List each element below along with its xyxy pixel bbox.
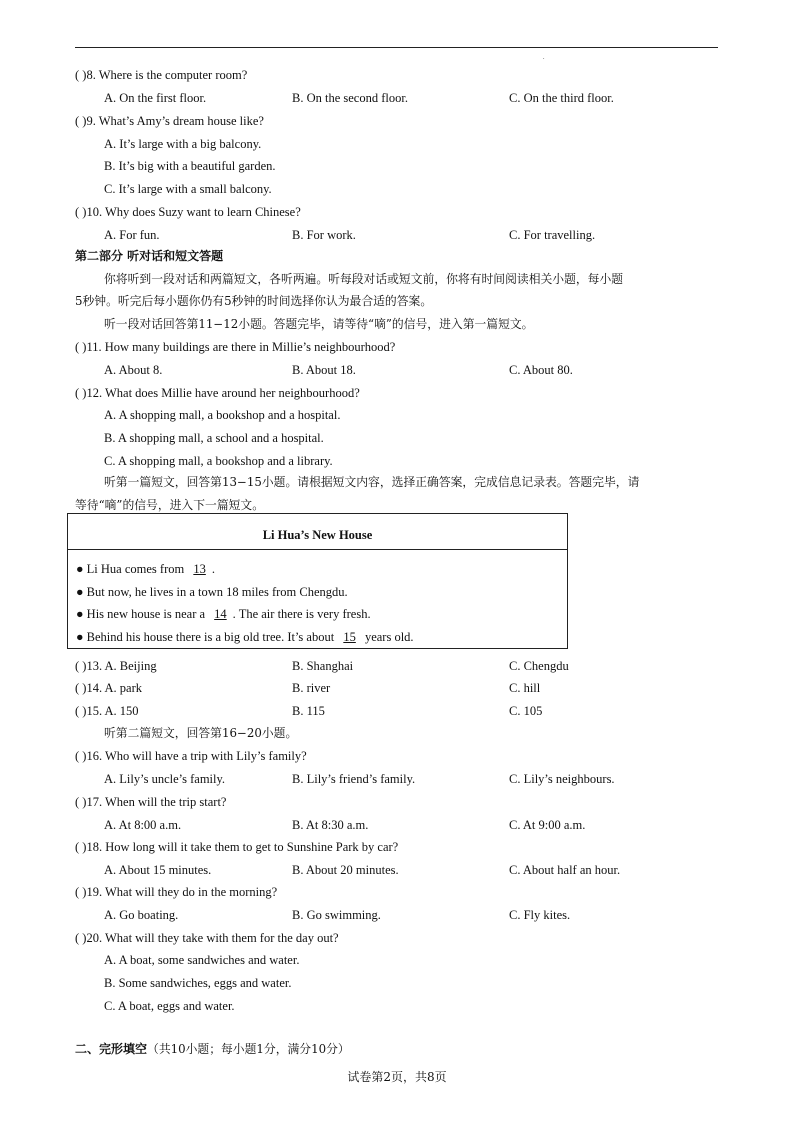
- blank-13: 13: [193, 562, 206, 576]
- q15-option-b: B. 115: [292, 704, 325, 718]
- blank-15: 15: [343, 630, 356, 644]
- q11-option-b: B. About 18.: [292, 363, 356, 377]
- table-row-4: [76, 629, 414, 645]
- q9-option-c: C. It’s large with a small balcony.: [104, 182, 272, 196]
- cloze-heading-title: 二、完形填空: [75, 1042, 148, 1056]
- part2-instruction-1: 你将听到一段对话和两篇短文，各听两遍。听每段对话或短文前，你将有时间阅读相关小题，每小题: [104, 272, 624, 286]
- q13-option-b: B. Shanghai: [292, 659, 354, 673]
- q14-option-c: C. hill: [509, 681, 541, 695]
- cloze-section-heading: [75, 1041, 350, 1057]
- q19-option-c: C. Fly kites.: [509, 908, 571, 922]
- table-row-3: [76, 606, 371, 622]
- q19-option-b: B. Go swimming.: [292, 908, 381, 922]
- q14-stem: ( )14. A. park: [75, 681, 142, 695]
- table-row-4-text: ● Behind his house there is a big old tree. It’s about: [76, 630, 338, 644]
- blank-14: 14: [214, 607, 227, 621]
- part2-instruction-2: 5秒钟。听完后每小题你仍有5秒钟的时间选择你认为最合适的答案。: [75, 294, 433, 308]
- q18-option-c: C. About half an hour.: [509, 863, 621, 877]
- q17-stem: ( )17. When will the trip start?: [75, 795, 227, 809]
- q20-option-b: B. Some sandwiches, eggs and water.: [104, 976, 292, 990]
- q12-stem: ( )12. What does Millie have around her neighbourhood?: [75, 386, 360, 400]
- page-footer: 试卷第2页，共8页: [347, 1070, 447, 1084]
- table-row-1-end: .: [211, 562, 215, 576]
- q9-option-b: B. It’s big with a beautiful garden.: [104, 159, 276, 173]
- q10-option-a: A. For fun.: [104, 228, 160, 242]
- table-row-1: [76, 561, 215, 577]
- passage1-instruction-2: 等待“嘀”的信号，进入下一篇短文。: [75, 498, 265, 512]
- q11-option-c: C. About 80.: [509, 363, 573, 377]
- q12-option-b: B. A shopping mall, a school and a hospital.: [104, 431, 324, 445]
- q8-option-a: A. On the first floor.: [104, 91, 207, 105]
- q12-option-a: A. A shopping mall, a bookshop and a hospital.: [104, 408, 341, 422]
- q11-option-a: A. About 8.: [104, 363, 163, 377]
- q8-option-c: C. On the third floor.: [509, 91, 614, 105]
- q16-option-a: A. Lily’s uncle’s family.: [104, 772, 226, 786]
- q8-stem: ( )8. Where is the computer room?: [75, 68, 248, 82]
- q18-option-a: A. About 15 minutes.: [104, 863, 212, 877]
- q12-option-c: C. A shopping mall, a bookshop and a library.: [104, 454, 333, 468]
- q10-option-c: C. For travelling.: [509, 228, 596, 242]
- info-record-table: [67, 513, 568, 649]
- q17-option-a: A. At 8:00 a.m.: [104, 818, 182, 832]
- q17-option-b: B. At 8:30 a.m.: [292, 818, 369, 832]
- header-rule: [75, 47, 718, 48]
- table-row-2: ● But now, he lives in a town 18 miles from Chengdu.: [76, 585, 348, 599]
- q13-stem: ( )13. A. Beijing: [75, 659, 157, 673]
- q19-option-a: A. Go boating.: [104, 908, 179, 922]
- q15-stem: ( )15. A. 150: [75, 704, 139, 718]
- part2-instruction-3: 听一段对话回答第11−12小题。答题完毕，请等待“嘀”的信号，进入第一篇短文。: [104, 317, 534, 331]
- table-title-row: [68, 514, 567, 550]
- q15-option-c: C. 105: [509, 704, 543, 718]
- table-row-3-end: . The air there is very fresh.: [232, 607, 371, 621]
- q17-option-c: C. At 9:00 a.m.: [509, 818, 586, 832]
- passage1-instruction-1: 听第一篇短文，回答第13−15小题。请根据短文内容，选择正确答案，完成信息记录表。答题完毕，请: [104, 475, 640, 489]
- table-row-3-text: ● His new house is near a: [76, 607, 209, 621]
- q18-stem: ( )18. How long will it take them to get to Sunshine Park by car?: [75, 840, 399, 854]
- q16-option-c: C. Lily’s neighbours.: [509, 772, 615, 786]
- q11-stem: ( )11. How many buildings are there in Millie’s neighbourhood?: [75, 340, 396, 354]
- passage2-instruction: 听第二篇短文，回答第16−20小题。: [104, 726, 298, 740]
- q18-option-b: B. About 20 minutes.: [292, 863, 399, 877]
- q10-option-b: B. For work.: [292, 228, 356, 242]
- cloze-heading-note: （共10小题；每小题1分，满分10分）: [147, 1042, 350, 1056]
- table-row-1-text: ● Li Hua comes from: [76, 562, 188, 576]
- table-row-4-end: years old.: [361, 630, 414, 644]
- q9-stem: ( )9. What’s Amy’s dream house like?: [75, 114, 264, 128]
- q16-stem: ( )16. Who will have a trip with Lily’s family?: [75, 749, 307, 763]
- q9-option-a: A. It’s large with a big balcony.: [104, 137, 262, 151]
- q13-option-c: C. Chengdu: [509, 659, 569, 673]
- q20-option-c: C. A boat, eggs and water.: [104, 999, 235, 1013]
- header-dot: .: [543, 55, 545, 61]
- q10-stem: ( )10. Why does Suzy want to learn Chinese?: [75, 205, 301, 219]
- part2-heading: 第二部分 听对话和短文答题: [75, 249, 224, 263]
- q20-option-a: A. A boat, some sandwiches and water.: [104, 953, 300, 967]
- q20-stem: ( )20. What will they take with them for the day out?: [75, 931, 339, 945]
- q14-option-b: B. river: [292, 681, 331, 695]
- table-title: Li Hua’s New House: [262, 528, 373, 542]
- q8-option-b: B. On the second floor.: [292, 91, 408, 105]
- q19-stem: ( )19. What will they do in the morning?: [75, 885, 278, 899]
- q16-option-b: B. Lily’s friend’s family.: [292, 772, 416, 786]
